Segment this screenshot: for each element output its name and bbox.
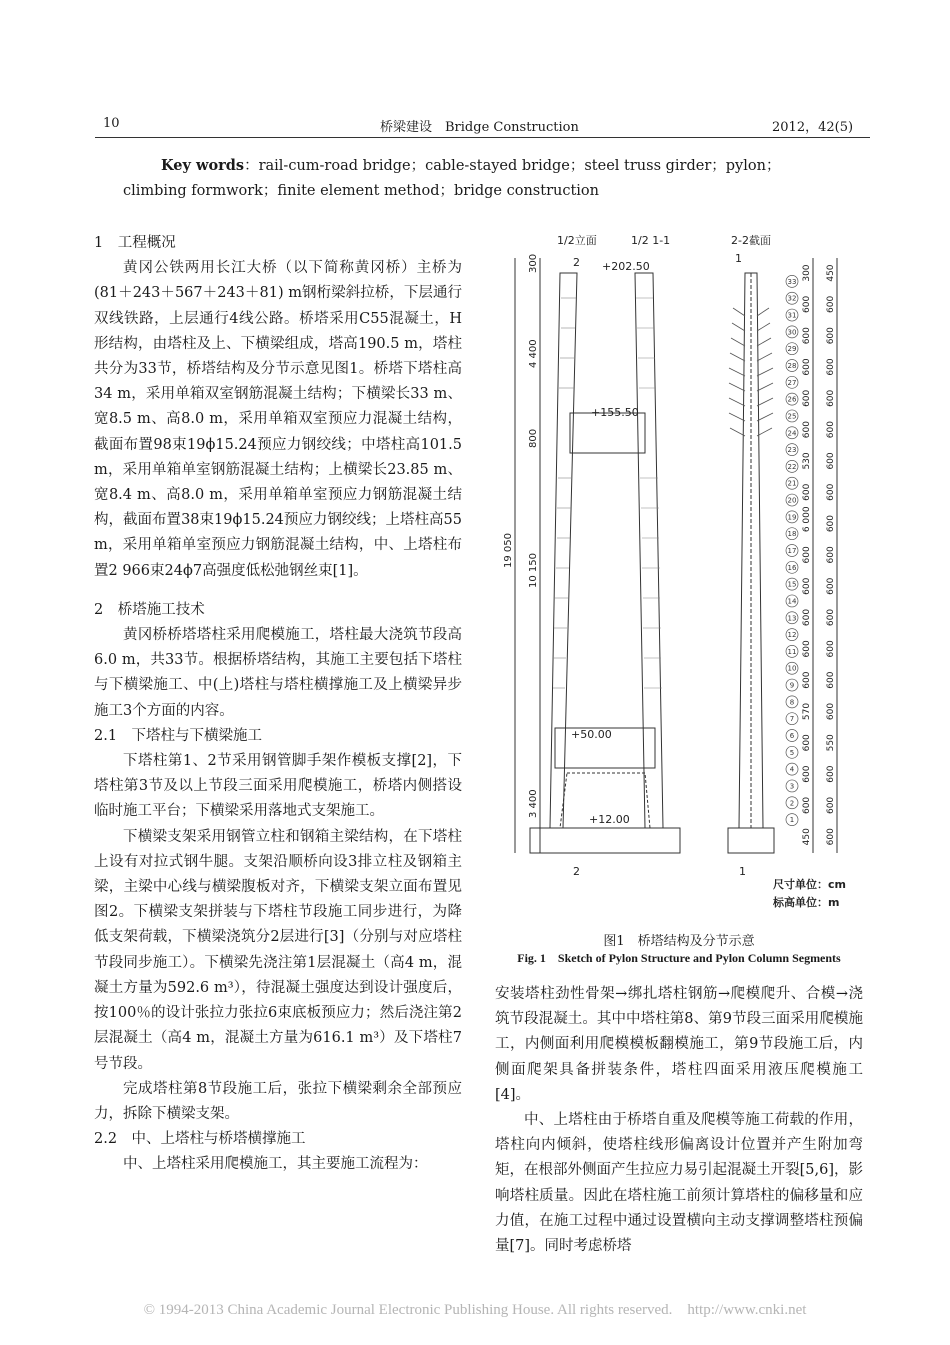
right-dim-label-b: 600 bbox=[826, 702, 836, 721]
paragraph: 安装塔柱劲性骨架→绑扎塔柱钢筋→爬模爬升、合模→浇筑节段混凝土。其中中塔柱第8、第9节段三面采用爬模施工，内侧面利用爬模模板翻模施工，第9节段施工后，内侧面爬架具备拼装条件，塔柱四面采用液压爬模施工[4]。 bbox=[495, 986, 863, 1103]
right-dim-label-b: 600 bbox=[826, 295, 836, 313]
segment-number: 19 bbox=[787, 513, 797, 522]
dim-4400: 4 400 bbox=[528, 339, 539, 368]
segment-number: 5 bbox=[789, 748, 795, 757]
segment-number: 26 bbox=[787, 395, 797, 404]
copyright-footer: © 1994-2013 China Academic Journal Electronic Publishing House. All rights reserved. http://www.cnki.net bbox=[143, 1302, 807, 1318]
issue-info: 2012，42(5) bbox=[772, 120, 854, 135]
right-dim-label-a: 600 bbox=[802, 765, 812, 783]
segment-number: 31 bbox=[787, 311, 797, 320]
right-dim-label-a: 600 bbox=[802, 640, 812, 658]
segment-number: 24 bbox=[787, 429, 797, 438]
right-dim-label-a: 600 bbox=[802, 734, 812, 752]
section-heading-1: 1 工程概况 bbox=[94, 235, 176, 251]
right-dim-label-a: 600 bbox=[802, 421, 812, 439]
segment-number: 28 bbox=[787, 362, 797, 370]
figure-caption-cn: 图1 桥塔结构及分节示意 bbox=[603, 934, 755, 949]
header-rule bbox=[95, 137, 870, 138]
right-dims-b bbox=[826, 264, 836, 845]
section-base bbox=[728, 828, 774, 853]
right-dim-label-b: 450 bbox=[826, 264, 836, 282]
segment-number: 4 bbox=[789, 765, 795, 774]
paragraph: 完成塔柱第8节段施工后，张拉下横梁剩余全部预应力，拆除下横梁支架。 bbox=[94, 1080, 462, 1122]
segment-number: 6 bbox=[789, 732, 795, 740]
section-heading-2: 2 桥塔施工技术 bbox=[94, 601, 205, 618]
segment-number: 9 bbox=[789, 681, 795, 690]
left-leg-inner bbox=[635, 273, 663, 828]
right-dim-label-b: 600 bbox=[826, 546, 836, 564]
right-dim-label-a: 600 bbox=[802, 327, 812, 345]
page-number: 10 bbox=[103, 116, 120, 131]
right-dim-label-b: 600 bbox=[826, 358, 836, 376]
segment-number: 1 bbox=[789, 816, 795, 825]
right-dim-label-a: 600 bbox=[802, 608, 812, 627]
right-dim-label-b: 600 bbox=[826, 389, 836, 407]
section-mark-2-top: 2 bbox=[573, 256, 580, 269]
right-column bbox=[495, 982, 863, 1259]
segment-number: 8 bbox=[789, 698, 795, 707]
right-dims-a bbox=[802, 264, 812, 845]
segment-number: 12 bbox=[787, 631, 797, 640]
segment-number: 18 bbox=[787, 530, 797, 539]
segment-number: 3 bbox=[789, 782, 795, 791]
section-mark-1-top: 1 bbox=[735, 252, 742, 265]
subsection-heading-2-1: 2.1 下塔柱与下横梁施工 bbox=[94, 727, 263, 744]
right-dim-label-a: 450 bbox=[802, 828, 812, 846]
elevation-base: +12.00 bbox=[589, 813, 630, 826]
keywords-text: ：rail-cum-road bridge；cable-stayed bridge；steel truss girder；pylon；climbing formwork；finite element method；bridge construction bbox=[123, 158, 781, 199]
segment-numbers bbox=[786, 275, 798, 825]
left-segment-lines bbox=[553, 298, 662, 688]
right-dim-label-a: 600 bbox=[802, 577, 812, 595]
upper-cross-beam bbox=[570, 413, 645, 453]
right-dim-label-a: 530 bbox=[802, 452, 812, 470]
right-dim-label-b: 600 bbox=[826, 828, 836, 846]
segment-number: 20 bbox=[787, 496, 797, 505]
right-dim-label-a: 600 bbox=[802, 671, 812, 689]
label-half-11: 1/2 1-1 bbox=[631, 234, 671, 247]
journal-title: 桥梁建设 Bridge Construction bbox=[380, 120, 579, 135]
right-dim-label-b: 600 bbox=[826, 514, 836, 533]
elevation-upper-beam: +155.50 bbox=[591, 406, 639, 419]
segment-number: 25 bbox=[787, 412, 797, 421]
left-column bbox=[94, 231, 462, 1178]
right-dim-label-b: 600 bbox=[826, 421, 836, 439]
segment-number: 15 bbox=[787, 580, 797, 589]
right-dim-label-b: 550 bbox=[826, 734, 836, 752]
dim-total: 19 050 bbox=[503, 533, 514, 568]
segment-number: 32 bbox=[787, 294, 797, 303]
segment-number: 16 bbox=[787, 563, 797, 572]
pylon-figure bbox=[495, 228, 865, 918]
subsection-heading-2-2: 2.2 中、上塔柱与桥塔横撑施工 bbox=[94, 1131, 306, 1148]
paragraph: 中、上塔柱由于桥塔自重及爬模等施工荷载的作用，塔柱向内倾斜，使塔柱线形偏离设计位置并产生附加弯矩，在根部外侧面产生拉应力易引起混凝土开裂[5,6]，影响塔柱质量。因此在塔柱施工前须计算塔柱的偏移量和应力值，在施工过程中通过设置横向主动支撑调整塔柱预偏量[7]。同时考虑桥塔 bbox=[495, 1112, 863, 1255]
right-dim-label-b: 600 bbox=[826, 608, 836, 627]
right-dim-label-a: 600 bbox=[802, 295, 812, 313]
segment-number: 10 bbox=[787, 664, 797, 673]
right-dim-label-a: 600 bbox=[802, 358, 812, 376]
unit-size: 尺寸单位：cm bbox=[773, 878, 846, 891]
elevation-lower-beam: +50.00 bbox=[571, 728, 612, 741]
section-mark-1-bottom: 1 bbox=[739, 865, 746, 878]
right-dim-label-b: 600 bbox=[826, 640, 836, 658]
segment-number: 7 bbox=[789, 715, 795, 724]
right-dim-label-b: 600 bbox=[826, 452, 836, 470]
figure-caption-en: Fig. 1 Sketch of Pylon Structure and Pylon Column Segments bbox=[517, 951, 841, 965]
right-dim-label-b: 600 bbox=[826, 765, 836, 783]
right-dim-label-b: 600 bbox=[826, 483, 836, 501]
segment-number: 17 bbox=[787, 547, 797, 555]
paragraph: 黄冈桥桥塔塔柱采用爬模施工，塔柱最大浇筑节段高6.0 m，共33节。根据桥塔结构，其施工主要包括下塔柱与下横梁施工、中(上)塔柱与塔柱横撑施工及上横梁异步施工3个方面的内容。 bbox=[94, 627, 462, 719]
keywords-label: Key words bbox=[161, 157, 245, 174]
right-dim-label-b: 600 bbox=[826, 577, 836, 595]
left-base bbox=[530, 828, 680, 853]
segment-number: 27 bbox=[787, 378, 797, 387]
segment-number: 14 bbox=[787, 597, 797, 606]
label-half-elevation: 1/2立面 bbox=[557, 234, 597, 247]
section-mark-2-bottom: 2 bbox=[573, 865, 580, 878]
elevation-top: +202.50 bbox=[602, 260, 650, 273]
paragraph: 下塔柱第1、2节采用钢管脚手架作模板支撑[2]，下塔柱第3节及以上节段三面采用爬模施工，桥塔内侧搭设临时施工平台；下横梁采用落地式支架施工。 bbox=[94, 753, 462, 820]
dim-800: 800 bbox=[528, 428, 539, 448]
keywords bbox=[123, 153, 843, 204]
right-dim-label-b: 600 bbox=[826, 796, 836, 815]
right-dim-label-b: 600 bbox=[826, 327, 836, 345]
right-dim-label-a: 300 bbox=[802, 264, 812, 282]
right-dim-label-a: 600 bbox=[802, 546, 812, 564]
dim-top-300: 300 bbox=[528, 253, 539, 273]
segment-number: 13 bbox=[787, 614, 797, 623]
right-dim-label-a: 6 000 bbox=[802, 506, 812, 533]
right-dim-label-b: 600 bbox=[826, 671, 836, 689]
label-section-22: 2-2截面 bbox=[731, 234, 771, 247]
segment-number: 2 bbox=[789, 799, 795, 808]
unit-elevation: 标高单位：m bbox=[773, 896, 840, 909]
segment-number: 23 bbox=[787, 446, 797, 455]
paragraph: 中、上塔柱采用爬模施工，其主要施工流程为： bbox=[123, 1156, 428, 1173]
segment-number: 29 bbox=[787, 345, 797, 354]
paragraph: 黄冈公铁两用长江大桥（以下简称黄冈桥）主桥为(81＋243＋567＋243＋81) m钢桁梁斜拉桥，下层通行双线铁路，上层通行4线公路。桥塔采用C55混凝土，H形结构，由塔柱及上、下横梁组成，塔高190.5 m，塔柱共分为33节，桥塔结构及分节示意见图1。桥塔下塔柱高34 m，采用单箱双室钢筋混凝土结构；下横梁长33 m、宽8.5 m、高8.0 m，采用单箱双室预应力混凝土结构，截面布置98束19ϕ15.24预应力钢绞线；中塔柱高101.5 m，采用单箱单室钢筋混凝土结构；上横梁长23.85 m、宽8.4 m、高8.0 m，采用单箱单室预应力钢筋混凝土结构，截面布置38束19ϕ15.24预应力钢绞线；上塔柱高55 m，采用单箱单室预应力钢筋混凝土结构，中、上塔柱布置2 966束24ϕ7高强度低松弛钢丝束[1]。 bbox=[94, 260, 462, 579]
right-dim-label-a: 600 bbox=[802, 796, 812, 815]
segment-number: 11 bbox=[787, 647, 797, 656]
right-dim-label-a: 570 bbox=[802, 702, 812, 721]
segment-number: 33 bbox=[787, 277, 797, 286]
segment-number: 22 bbox=[787, 462, 797, 471]
segment-number: 21 bbox=[787, 479, 797, 488]
dim-3400: 3 400 bbox=[528, 789, 539, 818]
dim-middle: 10 150 bbox=[528, 553, 539, 588]
left-leg-outer bbox=[550, 273, 577, 828]
right-dim-label-a: 600 bbox=[802, 483, 812, 501]
paragraph: 下横梁支架采用钢管立柱和钢箱主梁结构，在下塔柱上设有对拉式钢牛腿。支架沿顺桥向设3排立柱及钢箱主梁，主梁中心线与横梁腹板对齐，下横梁支架立面布置见图2。下横梁支架拼装与下塔柱节段施工同步进行，为降低支架荷载，下横梁浇筑分2层进行[3]（分别与对应塔柱节段同步施工）。下横梁先浇注第1层混凝土（高4 m，混凝土方量为592.6 m³），待混凝土强度达到设计强度后，按100％的设计张拉力张拉6束底板预应力；然后浇注第2层混凝土（高4 m，混凝土方量为616.1 m³）及下塔柱7号节段。 bbox=[94, 828, 462, 1072]
right-dim-label-a: 600 bbox=[802, 389, 812, 407]
segment-number: 30 bbox=[787, 328, 797, 337]
